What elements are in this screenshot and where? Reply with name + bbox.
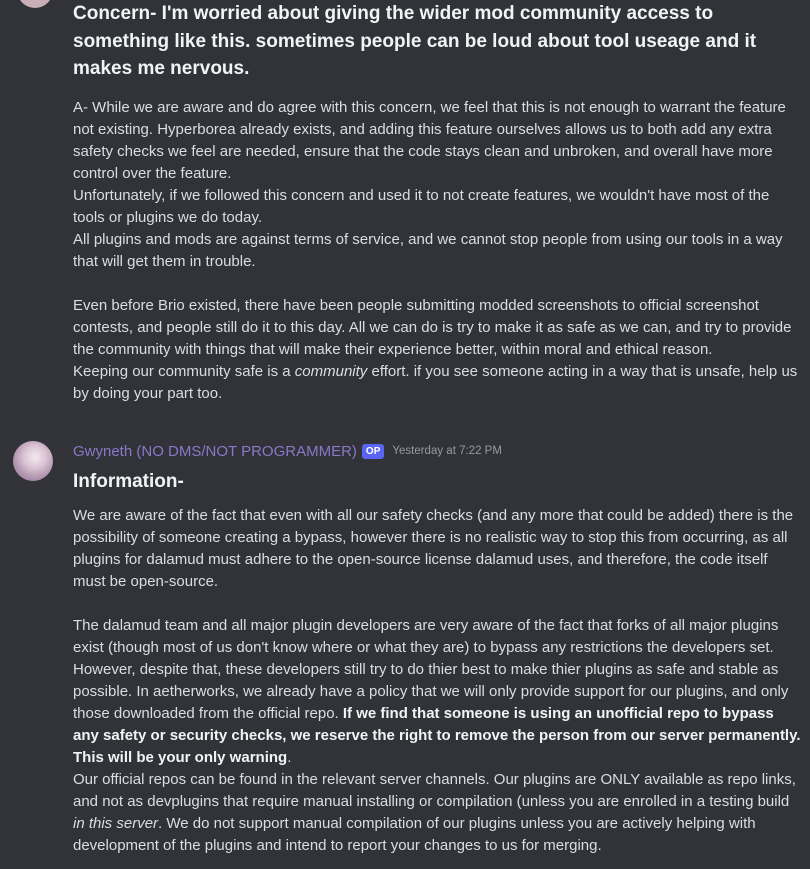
op-badge: OP [362, 444, 384, 459]
username[interactable]: Gwyneth (NO DMS/NOT PROGRAMMER) [73, 442, 357, 460]
community-safe-text-1: Keeping our community safe is a [73, 362, 295, 380]
message-content-1 [73, 0, 803, 405]
previous-author-avatar[interactable] [17, 0, 53, 8]
community-safe-text-2: effort. if you see someone acting in a way that is unsafe, help us by doing your part too. [73, 362, 798, 402]
information-heading: Information- [73, 471, 184, 492]
repos-text-2: . We do not support manual compilation of our plugins unless you are actively helping with development of the plugins and intend to report your changes to us for merging. [73, 814, 756, 854]
official-repos-paragraph [73, 769, 803, 857]
forks-text-end: . [287, 748, 292, 766]
forks-paragraph [73, 615, 803, 769]
community-safe-paragraph [73, 361, 803, 405]
forks-text: The dalamud team and all major plugin developers are very aware of the fact that forks of all major plugins exist (though most of us don't know where or what they are) to bypass any restrictions the developers set. However, despite that, these developers still try to do thier best to make thier plugins as safe and stable as possible. In aetherworks, we already have a policy that we will only provide support for our plugins, and only those downloaded from the official repo. [73, 616, 789, 722]
terms-of-service-paragraph: All plugins and mods are against terms of service, and we cannot stop people from using our tools in a way that will get them in trouble. [73, 230, 783, 270]
message-content-2 [73, 468, 803, 857]
timestamp[interactable]: Yesterday at 7:22 PM [392, 445, 502, 457]
answer-paragraph: A- While we are aware and do agree with this concern, we feel that this is not enough to warrant the feature not existing. Hyperborea already exists, and adding this feature ourselves allows us to both add any extra safety checks we feel are needed, ensure that the code stays clean and unbroken, and overall have more control over the feature. [73, 98, 786, 182]
community-emphasis: community [294, 362, 368, 380]
bypass-paragraph: We are aware of the fact that even with all our safety checks (and any more that could be added) there is the possibility of someone creating a bypass, however there is no realistic way to stop this from occurring, as all plugins for dalamud must adhere to the open-source license dalamud uses, and therefore, the code itself must be open-source. [73, 506, 794, 590]
warning-bold-text: If we find that someone is using an unofficial repo to bypass any safety or security checks, we reserve the right to remove the person from our server permanently. This will be your only warning [73, 704, 801, 766]
message-header [73, 440, 502, 462]
concern-heading: Concern- I'm worried about giving the wider mod community access to something like this. sometimes people can be loud about tool useage and it makes me nervous. [73, 3, 757, 79]
user-avatar[interactable] [13, 441, 53, 481]
brio-paragraph: Even before Brio existed, there have been people submitting modded screenshots to official screenshot contests, and people still do it to this day. All we can do is try to make it as safe as we can, and try to provide the community with things that will make their experience better, within moral and ethical reason. [73, 296, 792, 358]
unfortunately-paragraph: Unfortunately, if we followed this concern and used it to not create features, we wouldn't have most of the tools or plugins we do today. [73, 186, 770, 226]
repos-text-1: Our official repos can be found in the relevant server channels. Our plugins are ONLY available as repo links, and not as devplugins that require manual installing or compilation (unless you are enrolled in a testing build [73, 770, 796, 810]
in-this-server-emphasis: in this server [73, 814, 159, 832]
